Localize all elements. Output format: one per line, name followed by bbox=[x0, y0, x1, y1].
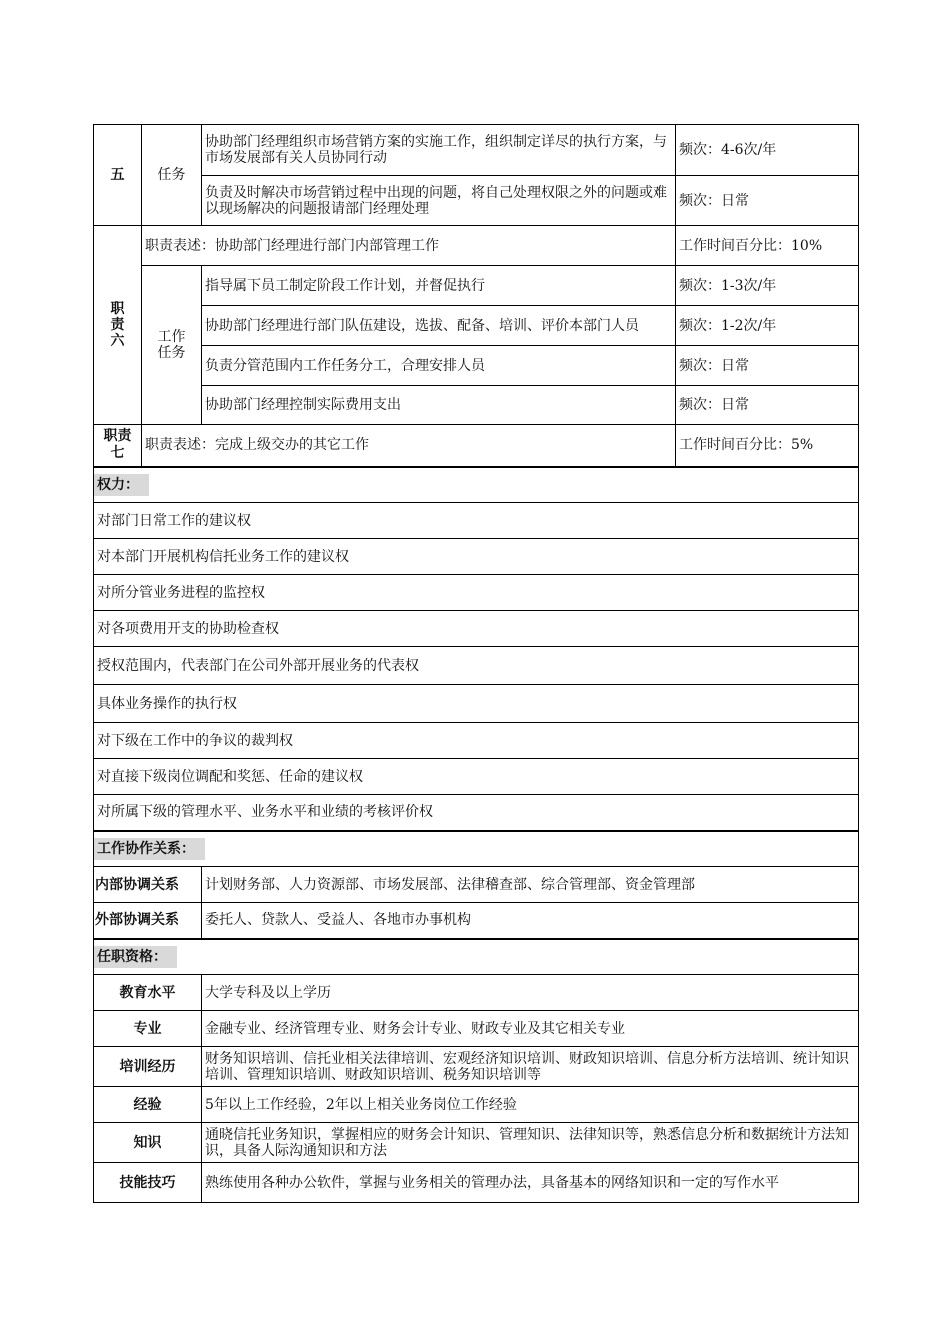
job-description-table bbox=[93, 124, 859, 1203]
qualification-label: 培训经历 bbox=[94, 1047, 202, 1087]
authority-item bbox=[94, 685, 859, 723]
qualifications-section-title bbox=[94, 939, 859, 975]
authority-item bbox=[94, 723, 859, 759]
qualification-value: 大学专科及以上学历 bbox=[202, 975, 859, 1011]
qualification-value: 财务知识培训、信托业相关法律培训、宏观经济知识培训、财政知识培训、信息分析方法培训、统计知识培训、管理知识培训、财政知识培训、税务知识培训等 bbox=[202, 1047, 859, 1087]
duty5-task-label: 任务 bbox=[142, 125, 202, 226]
qualification-label: 专业 bbox=[94, 1011, 202, 1047]
relations-label: 内部协调关系 bbox=[94, 867, 202, 903]
authority-item bbox=[94, 795, 859, 831]
duty6-task-freq: 频次：日常 bbox=[676, 346, 859, 386]
duty7-description: 职责表述：完成上级交办的其它工作 bbox=[142, 425, 676, 467]
qualification-label: 经验 bbox=[94, 1087, 202, 1123]
relations-title-text: 工作协作关系： bbox=[94, 838, 205, 860]
authority-item-text: 授权范围内，代表部门在公司外部开展业务的代表权 bbox=[94, 647, 859, 685]
duty5-task-freq: 频次：日常 bbox=[676, 176, 859, 226]
duty6-number: 职 责 六 bbox=[94, 226, 142, 425]
qualification-row bbox=[94, 1047, 859, 1087]
relations-label: 外部协调关系 bbox=[94, 903, 202, 939]
duty6-task-row bbox=[94, 266, 859, 306]
relations-value: 委托人、贷款人、受益人、各地市办事机构 bbox=[202, 903, 859, 939]
relations-value: 计划财务部、人力资源部、市场发展部、法律稽查部、综合管理部、资金管理部 bbox=[202, 867, 859, 903]
duty5-task-text: 协助部门经理组织市场营销方案的实施工作，组织制定详尽的执行方案，与市场发展部有关人员协同行动 bbox=[202, 125, 676, 176]
duty6-task-text: 协助部门经理控制实际费用支出 bbox=[202, 386, 676, 425]
duty6-percent: 工作时间百分比：10% bbox=[676, 226, 859, 266]
relations-row bbox=[94, 903, 859, 939]
relations-header-row bbox=[94, 831, 859, 867]
qualification-row bbox=[94, 1163, 859, 1203]
duty7-percent: 工作时间百分比：5% bbox=[676, 425, 859, 467]
duty5-task-row bbox=[94, 125, 859, 176]
relations-section-title bbox=[94, 831, 859, 867]
qualification-row bbox=[94, 1123, 859, 1163]
qualification-label: 技能技巧 bbox=[94, 1163, 202, 1203]
authority-item-text: 对直接下级岗位调配和奖惩、任命的建议权 bbox=[94, 759, 859, 795]
duty6-task-text: 负责分管范围内工作任务分工，合理安排人员 bbox=[202, 346, 676, 386]
duty6-description-row bbox=[94, 226, 859, 266]
qualification-row bbox=[94, 1011, 859, 1047]
qualifications-title-text: 任职资格： bbox=[94, 946, 177, 968]
authority-item-text: 对各项费用开支的协助检查权 bbox=[94, 611, 859, 647]
authority-item-text: 对所分管业务进程的监控权 bbox=[94, 575, 859, 611]
relations-row bbox=[94, 867, 859, 903]
authority-item bbox=[94, 647, 859, 685]
duty6-task-freq: 频次：1-3次/年 bbox=[676, 266, 859, 306]
qualifications-header-row bbox=[94, 939, 859, 975]
duty6-task-label: 工作 任务 bbox=[142, 266, 202, 425]
duty6-task-row bbox=[94, 306, 859, 346]
qualification-row bbox=[94, 1087, 859, 1123]
duty6-task-text: 指导属下员工制定阶段工作计划，并督促执行 bbox=[202, 266, 676, 306]
authority-item bbox=[94, 539, 859, 575]
qualification-label: 教育水平 bbox=[94, 975, 202, 1011]
authority-header-row bbox=[94, 467, 859, 503]
duty6-task-row bbox=[94, 346, 859, 386]
authority-item-text: 对本部门开展机构信托业务工作的建议权 bbox=[94, 539, 859, 575]
qualification-label: 知识 bbox=[94, 1123, 202, 1163]
authority-item bbox=[94, 575, 859, 611]
authority-item bbox=[94, 611, 859, 647]
duty7-number: 职责 七 bbox=[94, 425, 142, 467]
authority-item-text: 对下级在工作中的争议的裁判权 bbox=[94, 723, 859, 759]
duty6-task-freq: 频次：日常 bbox=[676, 386, 859, 425]
duty6-description: 职责表述：协助部门经理进行部门内部管理工作 bbox=[142, 226, 676, 266]
authority-item-text: 对部门日常工作的建议权 bbox=[94, 503, 859, 539]
duty6-task-row bbox=[94, 386, 859, 425]
authority-item bbox=[94, 503, 859, 539]
duty6-task-freq: 频次：1-2次/年 bbox=[676, 306, 859, 346]
authority-item-text: 具体业务操作的执行权 bbox=[94, 685, 859, 723]
authority-item bbox=[94, 759, 859, 795]
qualification-value: 5年以上工作经验，2年以上相关业务岗位工作经验 bbox=[202, 1087, 859, 1123]
duty7-row bbox=[94, 425, 859, 467]
duty5-number: 五 bbox=[94, 125, 142, 226]
duty6-task-text: 协助部门经理进行部门队伍建设，选拔、配备、培训、评价本部门人员 bbox=[202, 306, 676, 346]
authority-section-title bbox=[94, 467, 859, 503]
authority-item-text: 对所属下级的管理水平、业务水平和业绩的考核评价权 bbox=[94, 795, 859, 831]
duty5-task-freq: 频次：4-6次/年 bbox=[676, 125, 859, 176]
authority-title-text: 权力： bbox=[94, 474, 149, 496]
duty5-task-row bbox=[94, 176, 859, 226]
qualification-value: 熟练使用各种办公软件，掌握与业务相关的管理办法，具备基本的网络知识和一定的写作水平 bbox=[202, 1163, 859, 1203]
qualification-value: 金融专业、经济管理专业、财务会计专业、财政专业及其它相关专业 bbox=[202, 1011, 859, 1047]
qualification-value: 通晓信托业务知识，掌握相应的财务会计知识、管理知识、法律知识等，熟悉信息分析和数据统计方法知识，具备人际沟通知识和方法 bbox=[202, 1123, 859, 1163]
qualification-row bbox=[94, 975, 859, 1011]
duty5-task-text: 负责及时解决市场营销过程中出现的问题，将自己处理权限之外的问题或难以现场解决的问题报请部门经理处理 bbox=[202, 176, 676, 226]
